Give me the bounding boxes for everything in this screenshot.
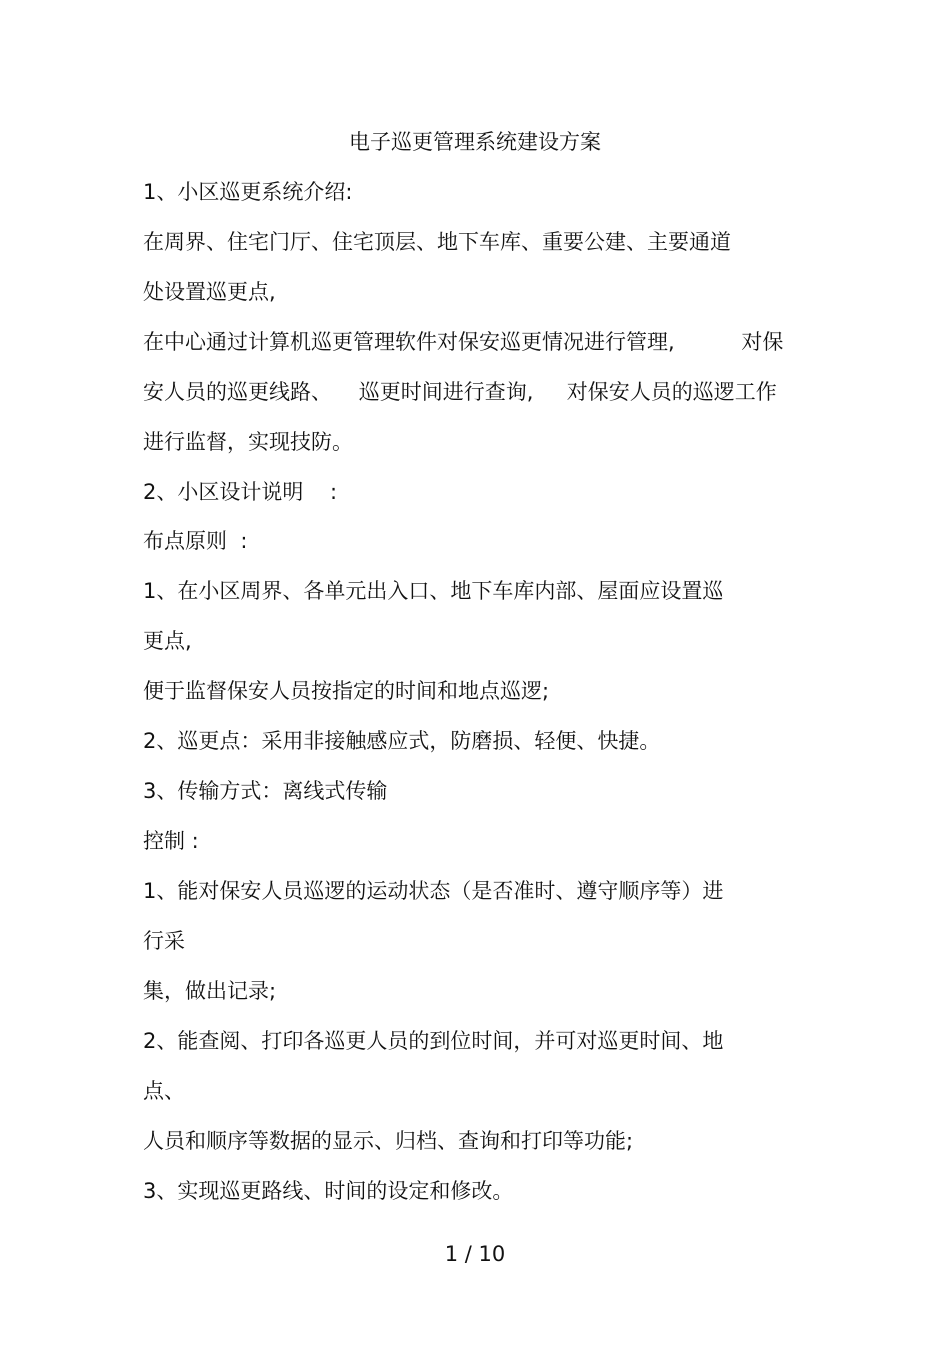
page-number: 1 / 10 [444, 1242, 506, 1266]
body-line: 集，做出记录; [143, 979, 277, 1003]
body-line: 1、能对保安人员巡逻的运动状态（是否准时、遵守顺序等）进 [143, 879, 724, 903]
body-line: 2、巡更点：采用非接触感应式，防磨损、轻便、快捷。 [143, 729, 661, 753]
body-line: 3、传输方式：离线式传输 [143, 779, 388, 803]
body-line: 人员和顺序等数据的显示、归档、查询和打印等功能; [143, 1129, 634, 1153]
body-line: 安人员的巡更线路、 巡更时间进行查询, 对保安人员的巡逻工作 [143, 380, 777, 404]
body-line: 3、实现巡更路线、时间的设定和修改。 [143, 1179, 514, 1203]
body-line: 更点, [143, 629, 192, 653]
body-line: 布点原则 : [143, 529, 248, 553]
body-line: 1、小区巡更系统介绍: [143, 180, 353, 204]
body-line: 处设置巡更点, [143, 280, 276, 304]
body-line: 1、在小区周界、各单元出入口、地下车库内部、屋面应设置巡 [143, 579, 724, 603]
body-line: 便于监督保安人员按指定的时间和地点巡逻; [143, 679, 550, 703]
body-line: 在中心通过计算机巡更管理软件对保安巡更情况进行管理, 对保 [143, 330, 784, 354]
body-line: 控制 : [143, 829, 199, 853]
body-line: 在周界、住宅门厅、住宅顶层、地下车库、重要公建、主要通道 [143, 230, 731, 254]
body-line: 进行监督，实现技防。 [143, 430, 353, 454]
document-title: 电子巡更管理系统建设方案 [349, 130, 601, 154]
body-line: 2、能查阅、打印各巡更人员的到位时间，并可对巡更时间、地 [143, 1029, 724, 1053]
body-line: 点、 [143, 1079, 185, 1103]
body-line: 行采 [143, 929, 185, 953]
body-line: 2、小区设计说明 : [143, 480, 338, 504]
